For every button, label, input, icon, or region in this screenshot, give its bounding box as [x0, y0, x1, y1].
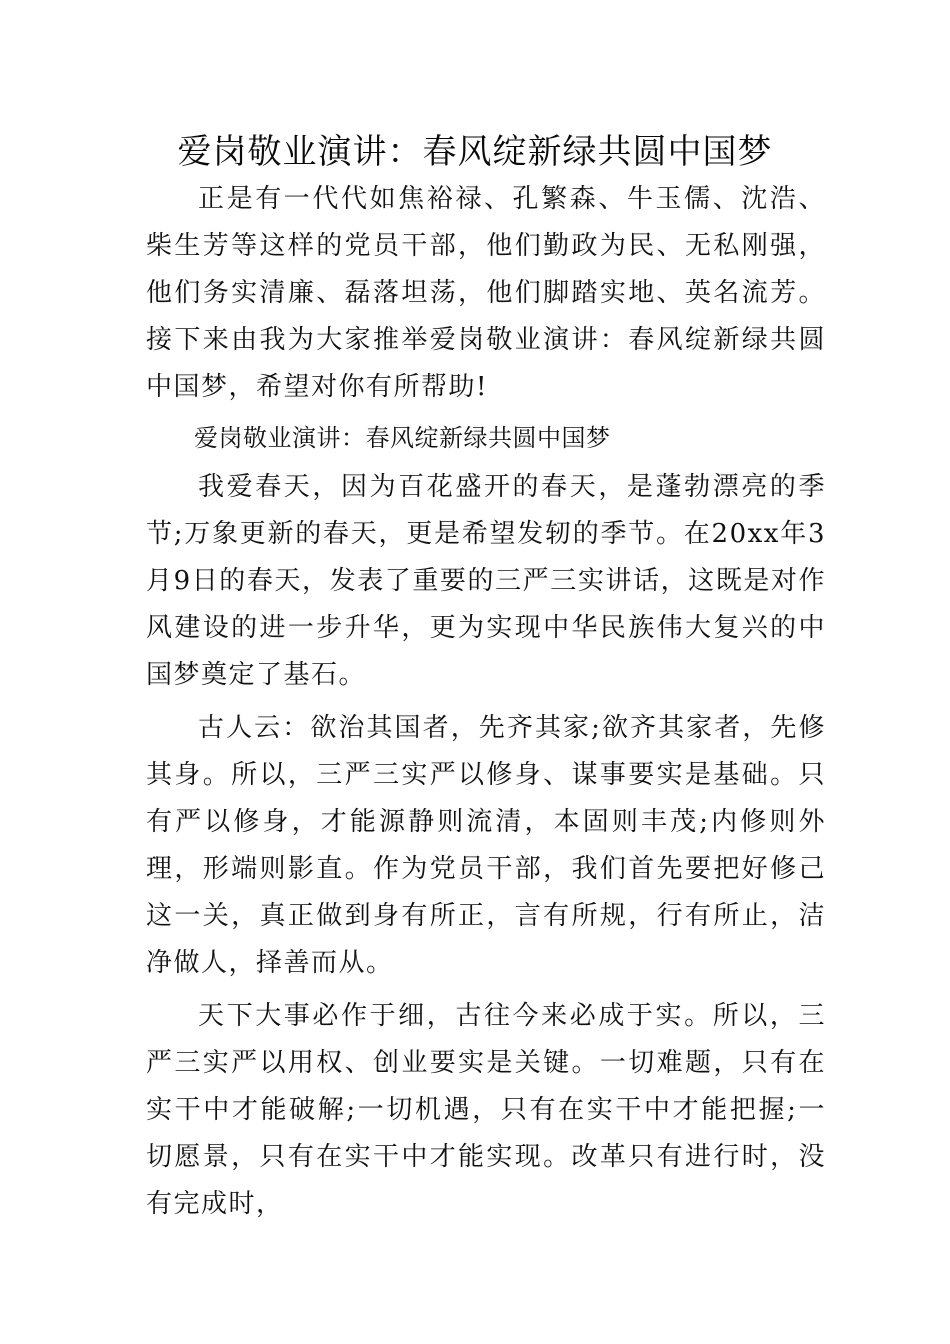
body-paragraph-practical-work: 天下大事必作于细，古往今来必成于实。所以，三严三实严以用权、创业要实是关键。一切难题，只有在实干中才能破解;一切机遇，只有在实干中才能把握;一切愿景，只有在实干中才能实现。改革只有进行时，没有完成时， [146, 1001, 826, 1219]
body-paragraph-self-cultivation: 古人云：欲治其国者，先齐其家;欲齐其家者，先修其身。所以，三严三实严以修身、谋事要实是基础。只有严以修身，才能源静则流清，本固则丰茂;内修则外理，形端则影直。作为党员干部，我们首先要把好修己这一关，真正做到身有所正，言有所规，行有所止，洁净做人，择善而从。 [146, 713, 826, 978]
section-heading: 爱岗敬业演讲：春风绽新绿共圆中国梦 [194, 424, 611, 452]
body-paragraph-spring: 我爱春天，因为百花盛开的春天，是蓬勃漂亮的季节;万象更新的春天，更是希望发轫的季节。在20xx年3月9日的春天，发表了重要的三严三实讲话，这既是对作风建设的进一步升华，更为实现中华民族伟大复兴的中国梦奠定了基石。 [146, 472, 826, 690]
document-body [146, 176, 826, 1228]
intro-paragraph: 正是有一代代如焦裕禄、孔繁森、牛玉儒、沈浩、柴生芳等这样的党员干部，他们勤政为民、无私刚强，他们务实清廉、磊落坦荡，他们脚踏实地、英名流芳。接下来由我为大家推举爱岗敬业演讲：春风绽新绿共圆中国梦，希望对你有所帮助! [146, 184, 826, 402]
document-title: 爱岗敬业演讲：春风绽新绿共圆中国梦 [177, 132, 773, 172]
